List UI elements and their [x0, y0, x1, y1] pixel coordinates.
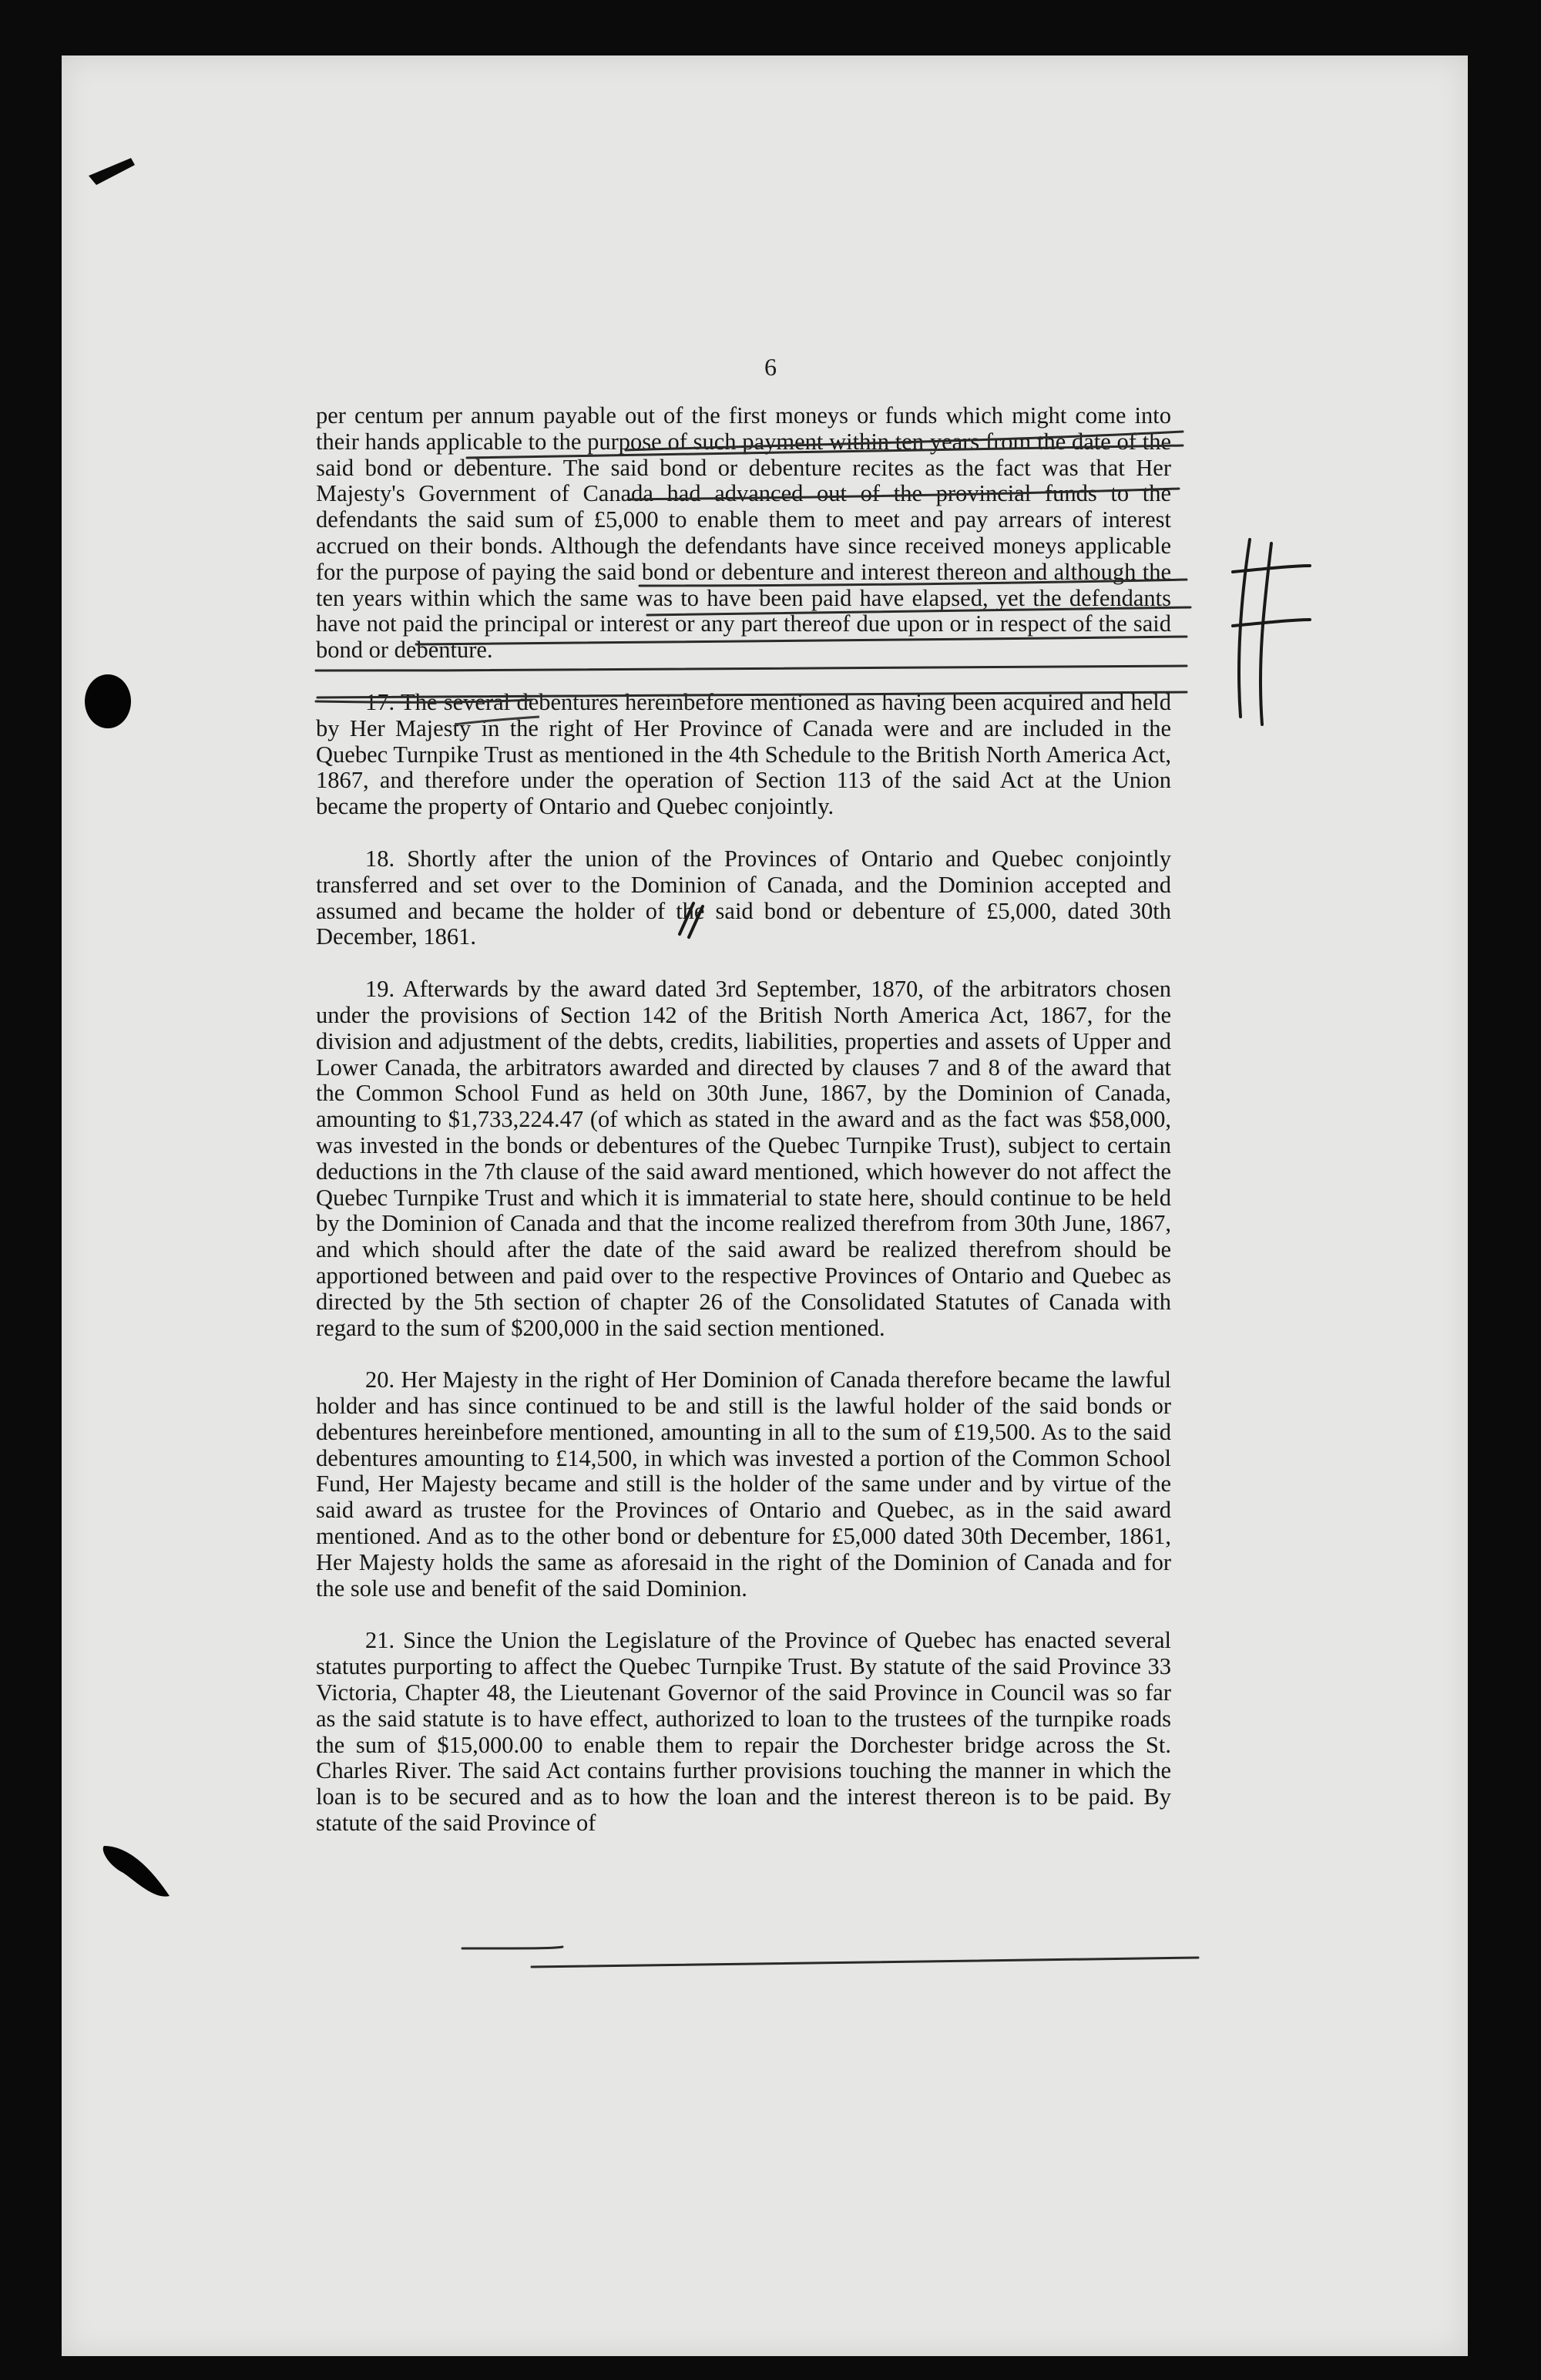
paragraph-17: 17. The several debentures hereinbefore mentioned as having been acquired and held by Her Majesty in the right of Her Province of Canada were and are included in the Quebec Turnpike Trust as mentioned in the 4th Schedule to the British North America Act, 1867, and therefore under the operation of Section 113 of the said Act at the Union became the property of Ontario and Quebec conjointly.	[316, 688, 1171, 820]
document-body	[316, 403, 1171, 1837]
paragraph-continuation: per centum per annum payable out of the first moneys or funds which might come into their hands applicable to the purpose of such payment within ten years from the date of the said bond or debenture. The said bond or debenture recites as the fact was that Her Majesty's Government of Canada had advanced out of the provincial funds to the defendants the said sum of £5,000 to enable them to meet and pay arrears of interest accrued on their bonds. Although the defendants have since received moneys applicable for the purpose of paying the said bond or debenture and interest thereon and although the ten years within which the same was to have been paid have elapsed, yet the defendants have not paid the principal or interest or any part thereof due upon or in respect of the said bond or debenture.	[316, 402, 1171, 664]
page-number: 6	[764, 353, 777, 381]
paragraph-20: 20. Her Majesty in the right of Her Dominion of Canada therefore became the lawful holder and has since continued to be and still is the lawful holder of the said bonds or debentures hereinbefore mentioned, amounting in all to the sum of £19,500. As to the said debentures amounting to £14,500, in which was invested a portion of the Common School Fund, Her Majesty became and still is the holder of the same under and by virtue of the said award as trustee for the Provinces of Ontario and Quebec, as in the said award mentioned. And as to the other bond or debenture for £5,000 dated 30th December, 1861, Her Majesty holds the same as aforesaid in the right of the Dominion of Canada and for the sole use and benefit of the said Dominion.	[316, 1366, 1171, 1602]
paragraph-18: 18. Shortly after the union of the Provinces of Ontario and Quebec conjointly transferred and set over to the Dominion of Canada, and the Dominion accepted and assumed and became the holder of the said bond or debenture of £5,000, dated 30th December, 1861.	[316, 845, 1171, 950]
paragraph-21: 21. Since the Union the Legislature of the Province of Quebec has enacted several statutes purporting to affect the Quebec Turnpike Trust. By statute of the said Province 33 Victoria, Chapter 48, the Lieutenant Governor of the said Province in Council was so far as the said statute is to have effect, authorized to loan to the trustees of the turnpike roads the sum of $15,000.00 to enable them to repair the Dorchester bridge across the St. Charles River. The said Act contains further provisions touching the manner in which the loan is to be secured and as to how the loan and the interest thereon is to be paid. By statute of the said Province of	[316, 1627, 1171, 1837]
paragraph-19: 19. Afterwards by the award dated 3rd September, 1870, of the arbitrators chosen under the provisions of Section 142 of the British North America Act, 1867, for the division and adjustment of the debts, credits, liabilities, properties and assets of Upper and Lower Canada, the arbitrators awarded and directed by clauses 7 and 8 of the award that the Common School Fund as held on 30th June, 1867, by the Dominion of Canada, amounting to $1,733,224.47 (of which as stated in the award and as the fact was $58,000, was invested in the bonds or debentures of the Quebec Turnpike Trust), subject to certain deductions in the 7th clause of the said award mentioned, which however do not affect the Quebec Turnpike Trust and which it is immaterial to state here, should continue to be held by the Dominion of Canada and that the income realized therefrom from 30th June, 1867, and which should after the date of the said award be realized therefrom should be apportioned between and paid over to the respective Provinces of Ontario and Quebec as directed by the 5th section of chapter 26 of the Consolidated Statutes of Canada with regard to the sum of $200,000 in the said section mentioned.	[316, 976, 1171, 1341]
